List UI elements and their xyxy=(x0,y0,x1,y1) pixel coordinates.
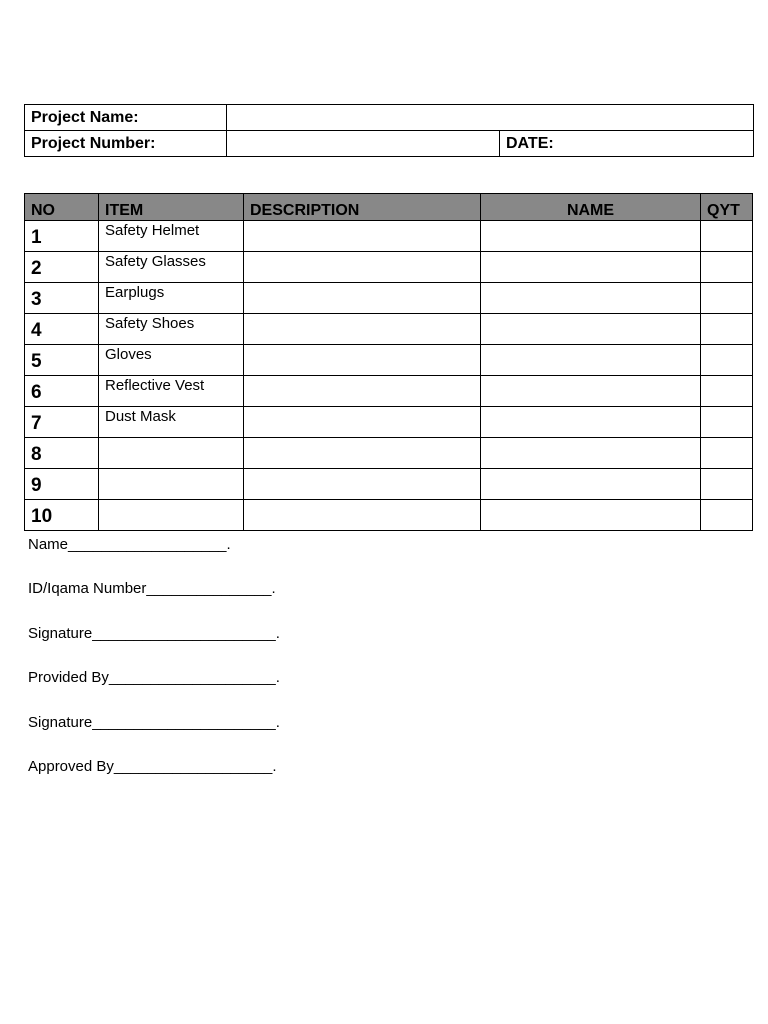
project-number-label: Project Number: xyxy=(25,131,227,157)
name-cell[interactable] xyxy=(481,252,701,283)
date-label: DATE: xyxy=(500,131,754,157)
project-name-label: Project Name: xyxy=(25,105,227,131)
description-cell[interactable] xyxy=(244,345,481,376)
column-header-no: NO xyxy=(25,194,99,221)
qyt-cell[interactable] xyxy=(701,345,753,376)
project-number-row xyxy=(25,131,754,157)
project-name-row xyxy=(25,105,754,131)
item-cell: Reflective Vest xyxy=(99,376,244,407)
item-cell: Safety Helmet xyxy=(99,221,244,252)
qyt-cell[interactable] xyxy=(701,221,753,252)
approved-by-line[interactable]: Approved By___________________. xyxy=(28,757,277,775)
row-number: 3 xyxy=(25,283,99,314)
name-cell[interactable] xyxy=(481,221,701,252)
name-cell[interactable] xyxy=(481,469,701,500)
id-iqama-line[interactable]: ID/Iqama Number_______________. xyxy=(28,580,276,598)
qyt-cell[interactable] xyxy=(701,252,753,283)
name-cell[interactable] xyxy=(481,283,701,314)
project-name-value[interactable] xyxy=(227,105,754,131)
item-cell: Dust Mask xyxy=(99,407,244,438)
item-cell: Safety Shoes xyxy=(99,314,244,345)
name-cell[interactable] xyxy=(481,407,701,438)
row-number: 7 xyxy=(25,407,99,438)
row-number: 6 xyxy=(25,376,99,407)
project-info-table xyxy=(24,104,754,157)
provided-by-line[interactable]: Provided By____________________. xyxy=(28,669,280,687)
description-cell[interactable] xyxy=(244,314,481,345)
qyt-cell[interactable] xyxy=(701,438,753,469)
table-row xyxy=(25,438,753,469)
name-cell[interactable] xyxy=(481,345,701,376)
table-row xyxy=(25,500,753,531)
row-number: 1 xyxy=(25,221,99,252)
qyt-cell[interactable] xyxy=(701,283,753,314)
name-cell[interactable] xyxy=(481,438,701,469)
item-cell[interactable] xyxy=(99,500,244,531)
table-row xyxy=(25,283,753,314)
description-cell[interactable] xyxy=(244,252,481,283)
signature-line[interactable]: Signature______________________. xyxy=(28,624,280,642)
qyt-cell[interactable] xyxy=(701,314,753,345)
qyt-cell[interactable] xyxy=(701,469,753,500)
signature-block xyxy=(28,535,280,801)
column-header-name: NAME xyxy=(481,194,701,221)
description-cell[interactable] xyxy=(244,469,481,500)
column-header-qyt: QYT xyxy=(701,194,753,221)
description-cell[interactable] xyxy=(244,407,481,438)
item-cell: Gloves xyxy=(99,345,244,376)
table-header-row xyxy=(25,194,753,221)
item-cell: Earplugs xyxy=(99,283,244,314)
table-row xyxy=(25,252,753,283)
row-number: 10 xyxy=(25,500,99,531)
name-cell[interactable] xyxy=(481,500,701,531)
row-number: 5 xyxy=(25,345,99,376)
description-cell[interactable] xyxy=(244,221,481,252)
project-number-value[interactable] xyxy=(227,131,500,157)
table-row xyxy=(25,314,753,345)
item-cell[interactable] xyxy=(99,469,244,500)
description-cell[interactable] xyxy=(244,376,481,407)
row-number: 4 xyxy=(25,314,99,345)
column-header-description: DESCRIPTION xyxy=(244,194,481,221)
table-row xyxy=(25,469,753,500)
signature-line[interactable]: Signature______________________. xyxy=(28,713,280,731)
table-row xyxy=(25,221,753,252)
description-cell[interactable] xyxy=(244,500,481,531)
description-cell[interactable] xyxy=(244,438,481,469)
qyt-cell[interactable] xyxy=(701,376,753,407)
qyt-cell[interactable] xyxy=(701,500,753,531)
qyt-cell[interactable] xyxy=(701,407,753,438)
name-cell[interactable] xyxy=(481,376,701,407)
row-number: 9 xyxy=(25,469,99,500)
table-row xyxy=(25,407,753,438)
row-number: 8 xyxy=(25,438,99,469)
row-number: 2 xyxy=(25,252,99,283)
description-cell[interactable] xyxy=(244,283,481,314)
item-cell[interactable] xyxy=(99,438,244,469)
name-line[interactable]: Name___________________. xyxy=(28,536,231,553)
item-cell: Safety Glasses xyxy=(99,252,244,283)
items-table xyxy=(24,193,753,531)
column-header-item: ITEM xyxy=(99,194,244,221)
table-row xyxy=(25,376,753,407)
table-row xyxy=(25,345,753,376)
name-cell[interactable] xyxy=(481,314,701,345)
